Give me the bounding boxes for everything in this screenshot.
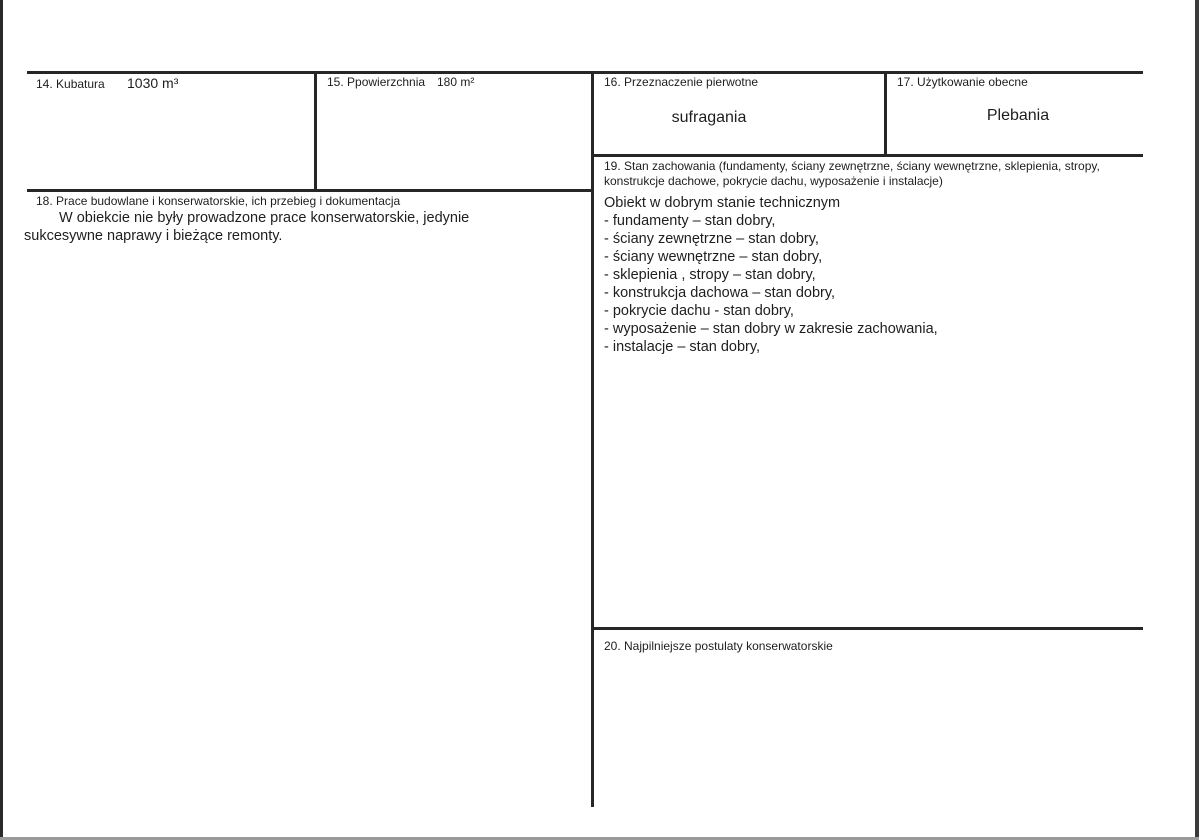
field-16-label: 16. Przeznaczenie pierwotne	[604, 75, 759, 89]
condition-item: - fundamenty – stan dobry,	[604, 213, 776, 229]
divider-14-15	[314, 71, 317, 191]
condition-item: - ściany wewnętrzne – stan dobry,	[604, 249, 823, 265]
field-18-label: 18. Prace budowlane i konserwatorskie, ich przebieg i dokumentacja	[36, 194, 401, 208]
condition-item: - pokrycie dachu - stan dobry,	[604, 303, 794, 319]
main-center-divider	[591, 71, 594, 807]
field-16-value: sufragania	[671, 109, 747, 126]
field-18-text-line2: sukcesywne naprawy i bieżące remonty.	[24, 228, 283, 244]
scan-left-edge	[0, 0, 3, 840]
field-17-value: Plebania	[986, 107, 1050, 124]
field-19-label: 19. Stan zachowania (fundamenty, ściany zewnętrzne, ściany wewnętrzne, sklepienia, stropy, konstrukcje dachowe, pokrycie dachu, wyposażenie i instalacje)	[604, 159, 1100, 188]
field-15-label: 15. Ppowierzchnia	[327, 75, 426, 89]
row1-right-bottom-line	[593, 154, 1143, 157]
field-19-condition-list	[604, 212, 938, 356]
condition-item: - konstrukcja dachowa – stan dobry,	[604, 285, 836, 301]
condition-item: - sklepienia , stropy – stan dobry,	[604, 267, 816, 283]
condition-item: - wyposażenie – stan dobry w zakresie zachowania,	[604, 321, 938, 337]
field-19-intro: Obiekt w dobrym stanie technicznym	[604, 195, 841, 211]
field-20-label: 20. Najpilniejsze postulaty konserwatorskie	[604, 639, 833, 653]
top-border-line	[27, 71, 1143, 74]
section19-bottom-line	[593, 627, 1143, 630]
field-18-text-line1: W obiekcie nie były prowadzone prace konserwatorskie, jedynie	[59, 210, 470, 226]
condition-item: - ściany zewnętrzne – stan dobry,	[604, 231, 819, 247]
field-14-label: 14. Kubatura	[36, 77, 105, 91]
field-14-value: 1030 m³	[127, 75, 179, 91]
condition-item: - instalacje – stan dobry,	[604, 339, 761, 355]
row1-left-bottom-line	[27, 189, 593, 192]
scan-right-edge	[1195, 0, 1199, 840]
field-17-label: 17. Użytkowanie obecne	[897, 75, 1028, 89]
field-15-value: 180 m²	[437, 75, 475, 89]
